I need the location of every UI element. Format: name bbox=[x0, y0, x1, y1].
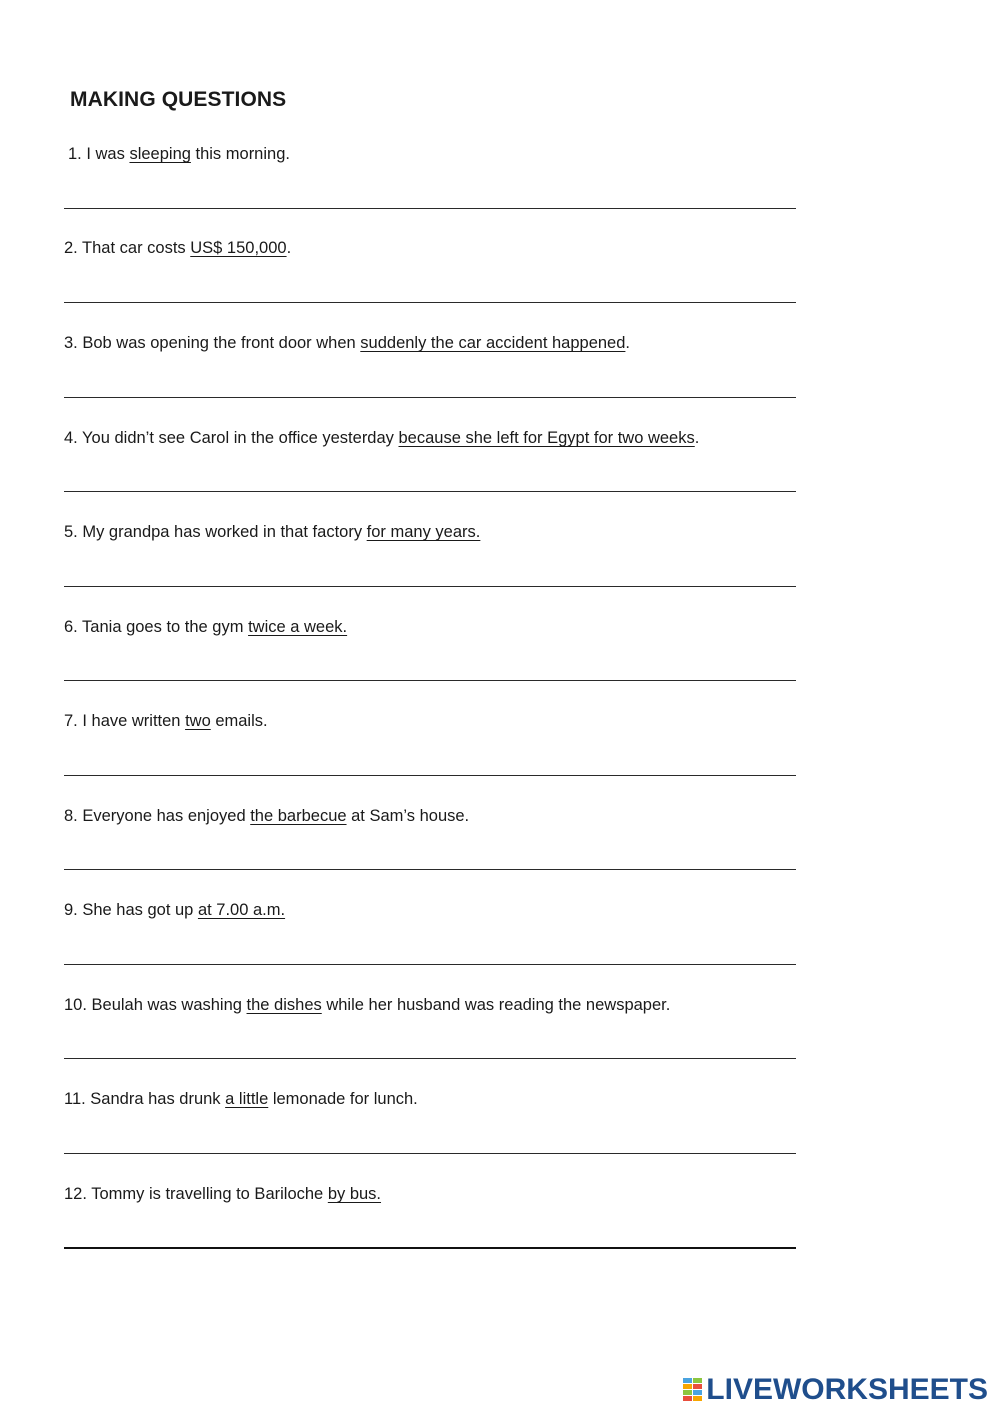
question-text: 8. Everyone has enjoyed bbox=[64, 807, 251, 825]
question-text: while her husband was reading the newspaper. bbox=[321, 996, 671, 1014]
answer-line-4[interactable] bbox=[64, 491, 796, 492]
answer-line-3[interactable] bbox=[64, 397, 796, 398]
underlined-phrase: suddenly the car accident happened bbox=[360, 334, 626, 352]
question-text: at Sam’s house. bbox=[346, 807, 470, 825]
question-9 bbox=[64, 900, 804, 920]
question-text: . bbox=[286, 239, 292, 257]
question-text: lemonade for lunch. bbox=[268, 1090, 418, 1108]
underlined-phrase: the barbecue bbox=[250, 807, 347, 825]
question-2 bbox=[64, 238, 804, 258]
underlined-phrase: because she left for Egypt for two weeks bbox=[398, 429, 695, 447]
answer-line-7[interactable] bbox=[64, 775, 796, 776]
question-5 bbox=[64, 522, 804, 542]
answer-line-1[interactable] bbox=[64, 208, 796, 209]
underlined-phrase: a little bbox=[225, 1090, 269, 1108]
question-8 bbox=[64, 806, 804, 826]
question-text: 7. I have written bbox=[64, 712, 186, 730]
question-text: 9. She has got up bbox=[64, 901, 198, 919]
question-text: emails. bbox=[210, 712, 268, 730]
question-text: 3. Bob was opening the front door when bbox=[64, 334, 361, 352]
question-text: this morning. bbox=[190, 145, 290, 163]
question-text: 2. That car costs bbox=[64, 239, 191, 257]
question-text: 10. Beulah was washing bbox=[64, 996, 247, 1014]
answer-line-6[interactable] bbox=[64, 680, 796, 681]
brand-watermark bbox=[682, 1372, 988, 1408]
question-6 bbox=[64, 617, 804, 637]
question-text: 12. Tommy is travelling to Bariloche bbox=[64, 1185, 328, 1203]
answer-line-9[interactable] bbox=[64, 964, 796, 965]
answer-line-2[interactable] bbox=[64, 302, 796, 303]
question-7 bbox=[64, 711, 804, 731]
question-text: 6. Tania goes to the gym bbox=[64, 618, 249, 636]
answer-line-8[interactable] bbox=[64, 869, 796, 870]
question-11 bbox=[64, 1089, 804, 1109]
underlined-phrase: for many years. bbox=[366, 523, 481, 541]
answer-line-10[interactable] bbox=[64, 1058, 796, 1059]
question-text: . bbox=[625, 334, 631, 352]
underlined-phrase: sleeping bbox=[129, 145, 191, 163]
question-text: 5. My grandpa has worked in that factory bbox=[64, 523, 367, 541]
underlined-phrase: US$ 150,000 bbox=[190, 239, 287, 257]
answer-line-12[interactable] bbox=[64, 1247, 796, 1249]
question-text: 4. You didn’t see Carol in the office yesterday bbox=[64, 429, 399, 447]
underlined-phrase: the dishes bbox=[246, 996, 322, 1014]
question-text: 11. Sandra has drunk bbox=[64, 1090, 226, 1108]
question-text: 1. I was bbox=[68, 145, 130, 163]
brand-name: LIVEWORKSHEETS bbox=[706, 1373, 988, 1406]
liveworksheets-logo-icon bbox=[682, 1377, 704, 1403]
question-text: . bbox=[694, 429, 700, 447]
question-12 bbox=[64, 1184, 804, 1204]
question-1 bbox=[68, 144, 808, 164]
underlined-phrase: twice a week. bbox=[248, 618, 348, 636]
underlined-phrase: at 7.00 a.m. bbox=[197, 901, 286, 919]
answer-line-5[interactable] bbox=[64, 586, 796, 587]
underlined-phrase: two bbox=[185, 712, 211, 730]
question-10 bbox=[64, 995, 804, 1015]
underlined-phrase: by bus. bbox=[327, 1185, 382, 1203]
answer-line-11[interactable] bbox=[64, 1153, 796, 1154]
page-title: MAKING QUESTIONS bbox=[70, 88, 287, 111]
question-3 bbox=[64, 333, 804, 353]
question-4 bbox=[64, 428, 804, 448]
